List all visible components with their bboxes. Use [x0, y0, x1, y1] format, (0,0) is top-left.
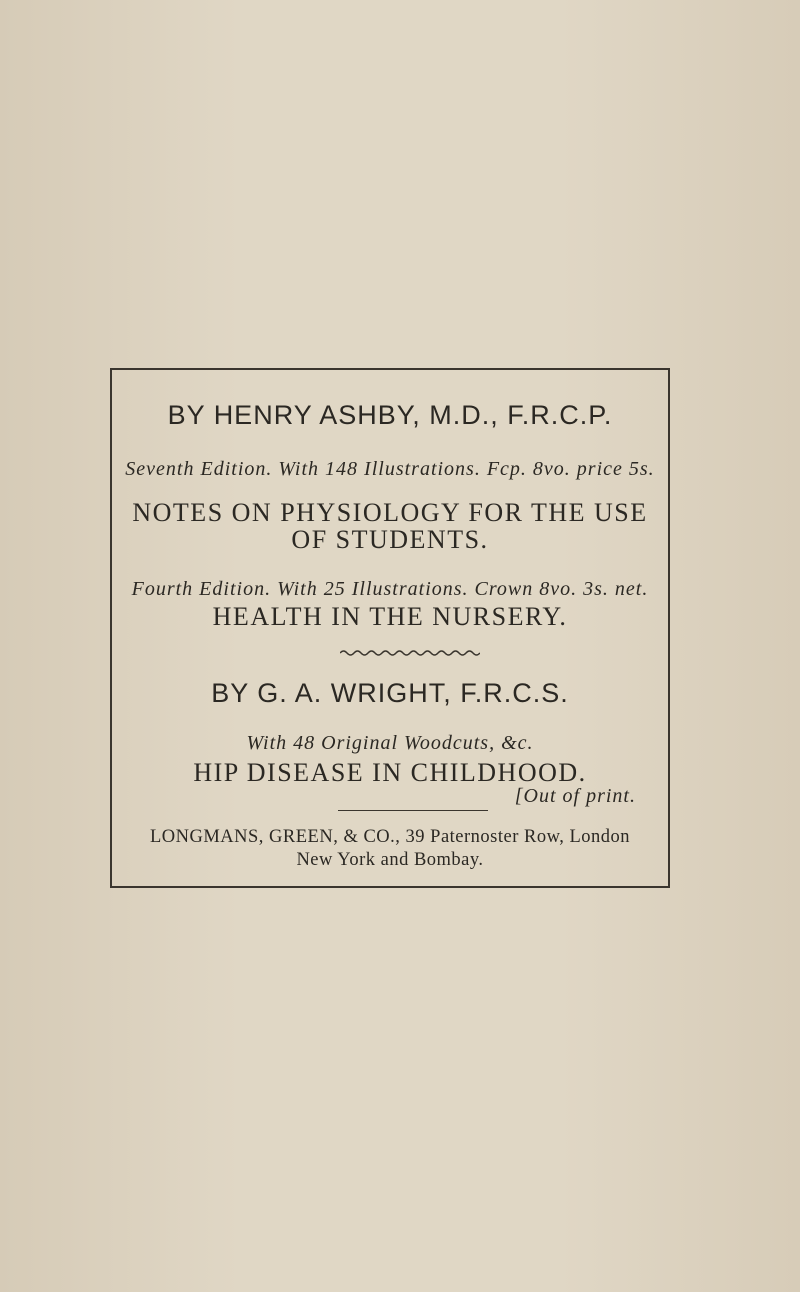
author-wright-heading: BY G. A. WRIGHT, F.R.C.S.: [211, 678, 569, 708]
publisher-line-2: New York and Bombay.: [296, 850, 484, 870]
book-1-title-line-2: OF STUDENTS.: [291, 525, 489, 554]
publisher-line-1: LONGMANS, GREEN, & CO., 39 Paternoster Row, London: [149, 827, 631, 847]
book-1-title-line-1: NOTES ON PHYSIOLOGY FOR THE USE: [132, 498, 648, 527]
advertisement-box: [110, 368, 670, 888]
book-2-edition: Fourth Edition. With 25 Illustrations. Crown 8vo. 3s. net.: [131, 578, 649, 600]
book-3-edition: With 48 Original Woodcuts, &c.: [246, 732, 534, 754]
section-rule: [338, 810, 488, 811]
book-2-title: HEALTH IN THE NURSERY.: [212, 602, 568, 631]
book-1-edition: Seventh Edition. With 148 Illustrations. Fcp. 8vo. price 5s.: [125, 458, 655, 480]
ornamental-divider: [340, 649, 480, 657]
book-3-title: HIP DISEASE IN CHILDHOOD.: [193, 758, 587, 787]
book-3-status: [Out of print.: [514, 785, 636, 807]
author-ashby-heading: BY HENRY ASHBY, M.D., F.R.C.P.: [167, 400, 613, 430]
